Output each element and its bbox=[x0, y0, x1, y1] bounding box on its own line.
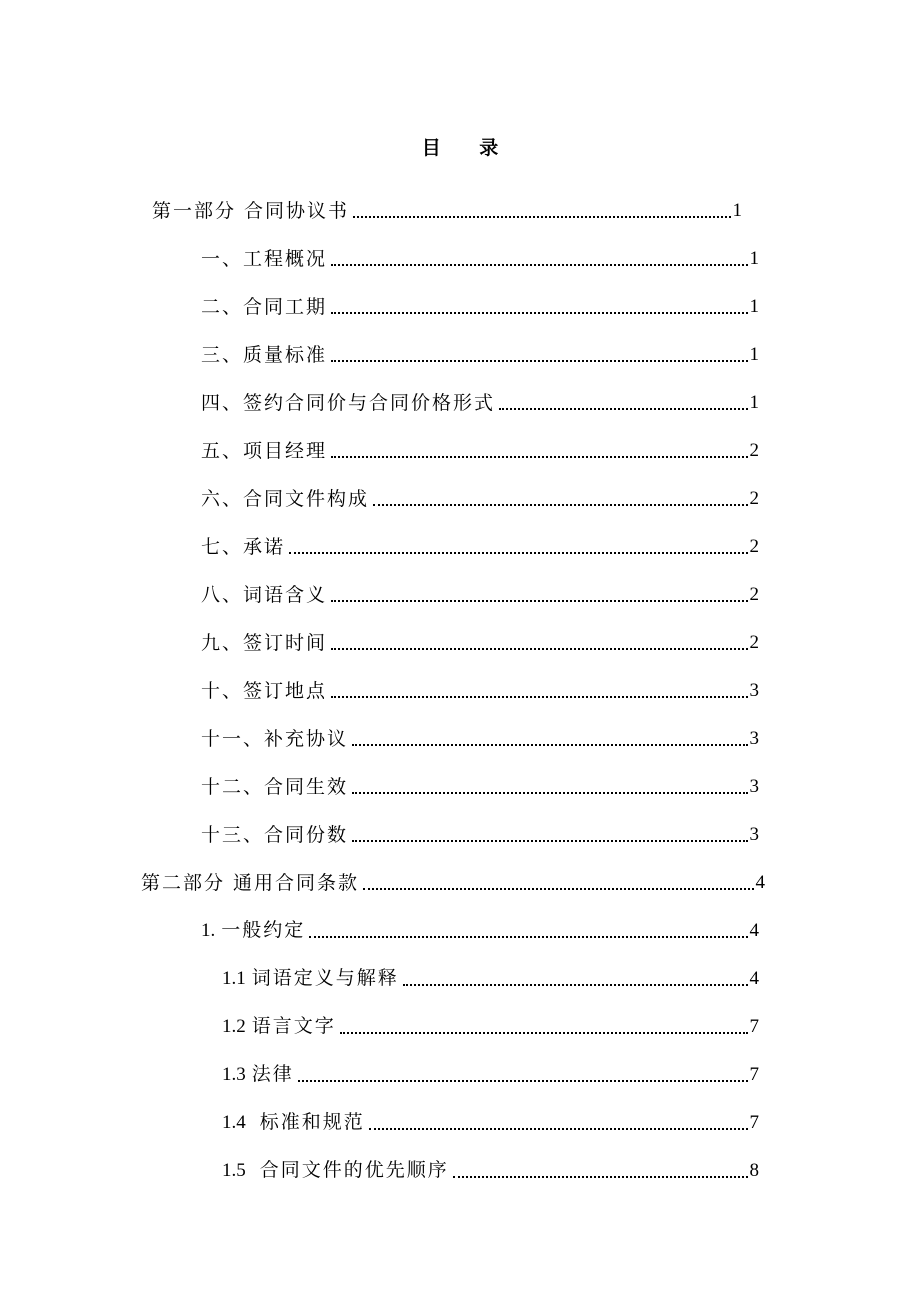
toc-entry[interactable] bbox=[201, 676, 759, 706]
toc-leader bbox=[331, 456, 747, 458]
toc-leader bbox=[289, 552, 747, 554]
toc-leader bbox=[353, 216, 730, 218]
toc-entry-label: 三、质量标准 bbox=[201, 344, 328, 366]
toc-leader bbox=[352, 744, 747, 746]
toc-entry-label: 四、签约合同价与合同价格形式 bbox=[201, 392, 496, 414]
toc-entry-label: 八、词语含义 bbox=[201, 584, 328, 606]
toc-entry-label: 一、工程概况 bbox=[201, 248, 328, 270]
toc-entry[interactable] bbox=[201, 340, 759, 370]
toc-leader bbox=[298, 1080, 748, 1082]
toc-leader bbox=[331, 312, 747, 314]
toc-entry-label bbox=[222, 963, 399, 994]
toc-entry[interactable] bbox=[201, 244, 759, 274]
toc-entry[interactable] bbox=[222, 1108, 759, 1138]
toc-leader bbox=[373, 504, 747, 506]
toc-entry[interactable] bbox=[222, 1060, 759, 1090]
toc-page-number: 1 bbox=[749, 296, 759, 317]
toc-entry-label: 十、签订地点 bbox=[201, 680, 328, 702]
toc-entry[interactable] bbox=[222, 1012, 759, 1042]
toc-entry[interactable] bbox=[201, 772, 759, 802]
toc-page-number: 2 bbox=[749, 632, 759, 653]
toc-entry-part-one[interactable] bbox=[152, 196, 742, 226]
toc-entry[interactable] bbox=[201, 580, 759, 610]
toc-entry-label bbox=[222, 1011, 336, 1042]
toc-entry-label: 第二部分 通用合同条款 bbox=[141, 872, 360, 894]
toc-entry-text: 合同文件的优先顺序 bbox=[251, 1159, 449, 1181]
toc-entry-number: 1.4 bbox=[222, 1112, 246, 1133]
toc-entry-label bbox=[222, 1059, 294, 1090]
toc-page-number: 4 bbox=[749, 968, 759, 989]
toc-entry-number: 1.2 bbox=[222, 1016, 246, 1037]
toc-leader bbox=[352, 792, 747, 794]
toc-entry-number: 1.3 bbox=[222, 1064, 246, 1085]
toc-entry-label bbox=[201, 915, 305, 946]
toc-entry-label: 七、承诺 bbox=[201, 536, 286, 558]
toc-page-number: 7 bbox=[749, 1112, 759, 1133]
toc-entry[interactable] bbox=[201, 724, 759, 754]
toc-entry-number: 1. bbox=[201, 920, 216, 941]
toc-page-number: 3 bbox=[749, 776, 759, 797]
toc-page-number: 1 bbox=[749, 344, 759, 365]
toc-page-number: 7 bbox=[749, 1064, 759, 1085]
toc-entry-number: 1.5 bbox=[222, 1160, 246, 1181]
toc-entry-label: 十二、合同生效 bbox=[201, 776, 349, 798]
toc-page-number: 2 bbox=[749, 584, 759, 605]
toc-entry-text: 一般约定 bbox=[221, 919, 306, 941]
toc-entry[interactable] bbox=[201, 292, 759, 322]
toc-entry-label: 九、签订时间 bbox=[201, 632, 328, 654]
toc-entry-label: 五、项目经理 bbox=[201, 440, 328, 462]
toc-entry[interactable] bbox=[201, 820, 759, 850]
toc-page-number: 1 bbox=[749, 392, 759, 413]
toc-leader bbox=[453, 1176, 748, 1178]
toc-page-number: 2 bbox=[749, 440, 759, 461]
toc-leader bbox=[331, 648, 747, 650]
toc-entry-text: 标准和规范 bbox=[251, 1111, 365, 1133]
toc-leader bbox=[331, 600, 747, 602]
toc-leader bbox=[369, 1128, 748, 1130]
toc-entry[interactable] bbox=[222, 964, 759, 994]
toc-entry-text: 词语定义与解释 bbox=[251, 967, 399, 989]
toc-leader bbox=[340, 1032, 748, 1034]
toc-entry[interactable] bbox=[201, 628, 759, 658]
toc-page-number: 4 bbox=[749, 920, 759, 941]
toc-entry[interactable] bbox=[201, 388, 759, 418]
toc-entry[interactable] bbox=[201, 484, 759, 514]
toc-page-number: 1 bbox=[749, 248, 759, 269]
toc-entry-number: 1.1 bbox=[222, 968, 246, 989]
toc-entry[interactable] bbox=[201, 532, 759, 562]
toc-entry-label: 十三、合同份数 bbox=[201, 824, 349, 846]
toc-page-number: 4 bbox=[755, 872, 765, 893]
toc-leader bbox=[331, 360, 747, 362]
toc-entry-label: 二、合同工期 bbox=[201, 296, 328, 318]
toc-entry-label bbox=[222, 1155, 449, 1186]
toc-page-number: 1 bbox=[732, 200, 742, 221]
toc-leader bbox=[363, 888, 753, 890]
toc-leader bbox=[309, 936, 747, 938]
toc-entry-text: 法律 bbox=[251, 1063, 294, 1085]
toc-entry[interactable] bbox=[201, 916, 759, 946]
toc-entry-text: 语言文字 bbox=[251, 1015, 336, 1037]
toc-page-number: 7 bbox=[749, 1016, 759, 1037]
toc-leader bbox=[403, 984, 748, 986]
toc-entry-label bbox=[222, 1107, 365, 1138]
toc-leader bbox=[499, 408, 747, 410]
toc-entry-label: 第一部分 合同协议书 bbox=[152, 200, 350, 222]
toc-entry[interactable] bbox=[222, 1156, 759, 1186]
toc-page-number: 3 bbox=[749, 680, 759, 701]
toc-page-number: 3 bbox=[749, 728, 759, 749]
toc-entry-part-two[interactable] bbox=[141, 868, 765, 898]
toc-page-number: 2 bbox=[749, 488, 759, 509]
toc-entry-label: 六、合同文件构成 bbox=[201, 488, 370, 510]
toc-page-number: 2 bbox=[749, 536, 759, 557]
toc-title: 目 录 bbox=[421, 137, 515, 159]
toc-leader bbox=[352, 840, 747, 842]
toc-entry[interactable] bbox=[201, 436, 759, 466]
toc-leader bbox=[331, 264, 747, 266]
toc-leader bbox=[331, 696, 747, 698]
toc-page-number: 3 bbox=[749, 824, 759, 845]
toc-page-number: 8 bbox=[749, 1160, 759, 1181]
toc-entry-label: 十一、补充协议 bbox=[201, 728, 349, 750]
